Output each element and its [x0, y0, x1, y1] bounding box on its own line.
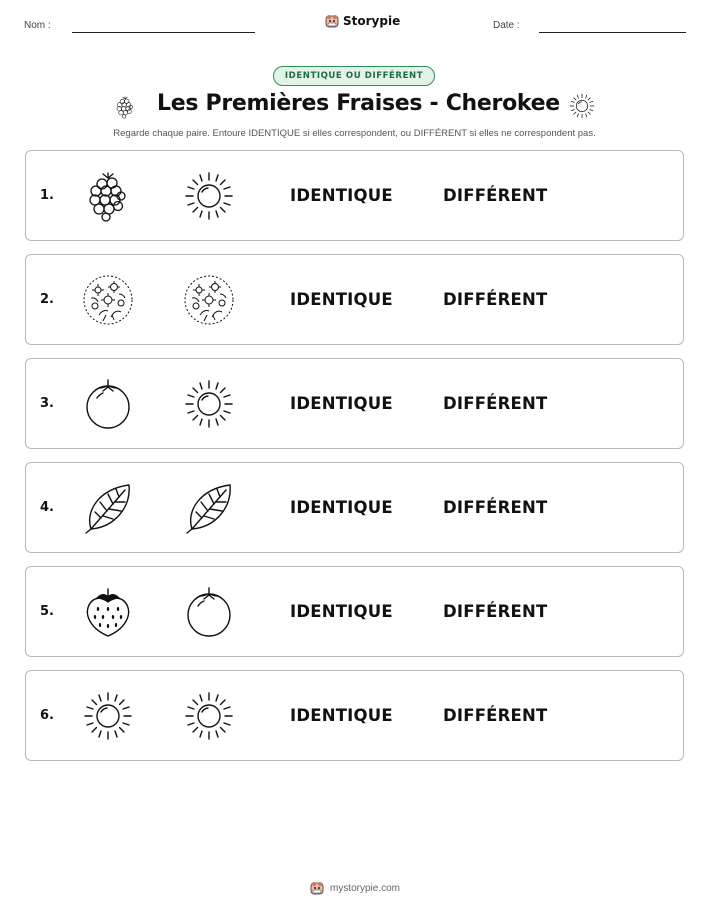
worksheet-type-badge: IDENTIQUE OU DIFFÉRENT: [273, 66, 435, 86]
flower-bush-icon: [81, 273, 135, 327]
sun-icon: [182, 689, 236, 743]
row-number: 2.: [40, 292, 54, 307]
strawberry-icon: [81, 585, 135, 639]
row-number: 3.: [40, 396, 54, 411]
row-number: 6.: [40, 708, 54, 723]
raspberry-icon: [81, 169, 135, 223]
option-different[interactable]: DIFFÉRENT: [443, 602, 548, 621]
option-identique[interactable]: IDENTIQUE: [290, 186, 393, 205]
instructions: Regarde chaque paire. Entoure IDENTIQUE si elles correspondent, ou DIFFÉRENT si elles ne correspondent pas.: [113, 128, 596, 139]
tomato-icon: [182, 585, 236, 639]
footer: [0, 880, 709, 896]
exercise-row: [25, 670, 684, 761]
exercise-row: [25, 358, 684, 449]
exercise-row: [25, 566, 684, 657]
exercise-row: [25, 462, 684, 553]
option-identique[interactable]: IDENTIQUE: [290, 498, 393, 517]
page-title: Les Premières Fraises - Cherokee: [157, 91, 560, 116]
mascot-icon: [324, 13, 340, 29]
brand-logo: [324, 13, 400, 29]
sun-icon: [182, 169, 236, 223]
option-different[interactable]: DIFFÉRENT: [443, 498, 548, 517]
option-different[interactable]: DIFFÉRENT: [443, 186, 548, 205]
title-row: [0, 90, 709, 124]
exercise-row: [25, 254, 684, 345]
option-different[interactable]: DIFFÉRENT: [443, 394, 548, 413]
option-identique[interactable]: IDENTIQUE: [290, 706, 393, 725]
sun-icon: [81, 689, 135, 743]
sun-icon: [568, 92, 596, 120]
date-field-line[interactable]: [539, 32, 686, 33]
sun-icon: [182, 377, 236, 431]
option-identique[interactable]: IDENTIQUE: [290, 394, 393, 413]
date-label: Date :: [493, 20, 520, 31]
row-number: 5.: [40, 604, 54, 619]
option-identique[interactable]: IDENTIQUE: [290, 602, 393, 621]
flower-bush-icon: [182, 273, 236, 327]
option-different[interactable]: DIFFÉRENT: [443, 706, 548, 725]
name-label: Nom :: [24, 20, 51, 31]
option-identique[interactable]: IDENTIQUE: [290, 290, 393, 309]
leaf-icon: [81, 481, 135, 535]
row-number: 4.: [40, 500, 54, 515]
raspberry-icon: [113, 93, 137, 121]
exercise-row: [25, 150, 684, 241]
footer-url: mystorypie.com: [329, 882, 400, 894]
tomato-icon: [81, 377, 135, 431]
row-number: 1.: [40, 188, 54, 203]
brand-name: Storypie: [343, 14, 401, 28]
name-field-line[interactable]: [72, 32, 255, 33]
option-different[interactable]: DIFFÉRENT: [443, 290, 548, 309]
mascot-icon: [309, 880, 325, 896]
leaf-icon: [182, 481, 236, 535]
